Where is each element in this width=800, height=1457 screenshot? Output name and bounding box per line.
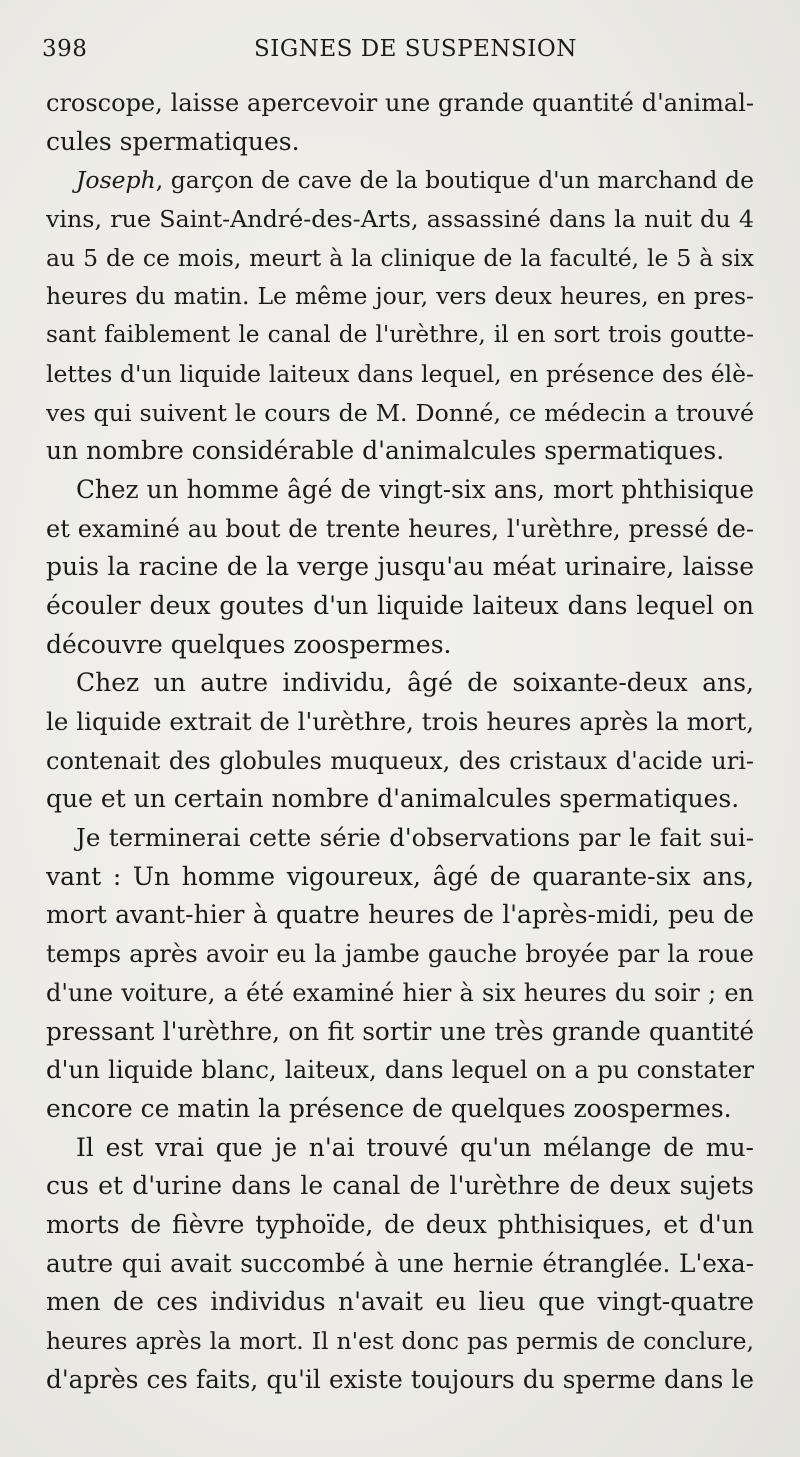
text-line: temps après avoir eu la jambe gauche broyée par la roue [46, 939, 754, 969]
text-line: ves qui suivent le cours de M. Donné, ce médecin a trouvé [46, 398, 754, 427]
text-line: sant faiblement le canal de l'urèthre, il en sort trois goutte- [46, 321, 754, 349]
text-line: encore ce matin la présence de quelques zoospermes. [46, 1093, 732, 1123]
text-line: découvre quelques zoospermes. [46, 629, 452, 659]
text-line: cules spermatiques. [46, 126, 300, 156]
text-line: au 5 de ce mois, meurt à la clinique de la faculté, le 5 à six [46, 243, 754, 272]
text-line: mort avant-hier à quatre heures de l'après-midi, peu de [46, 900, 754, 930]
text-line: cus et d'urine dans le canal de l'urèthre de deux sujets [46, 1171, 754, 1201]
body-text [46, 84, 754, 1399]
text-line: men de ces individus n'avait eu lieu que vingt-quatre [46, 1287, 754, 1317]
text-line: heures du matin. Le même jour, vers deux heures, en pres- [46, 282, 754, 311]
text-line: pressant l'urèthre, on fit sortir une très grande quantité [46, 1016, 754, 1046]
text-line: un nombre considérable d'animalcules spermatiques. [46, 436, 725, 466]
text-line: le liquide extrait de l'urèthre, trois heures après la mort, [46, 707, 754, 736]
text-line: contenait des globules muqueux, des cristaux d'acide uri- [46, 746, 754, 775]
text-line: et examiné au bout de trente heures, l'urèthre, pressé de- [46, 514, 754, 543]
text-line: croscope, laisse apercevoir une grande quantité d'animal- [46, 89, 754, 117]
text-line: que et un certain nombre d'animalcules spermatiques. [46, 784, 740, 814]
text-line [46, 161, 754, 200]
running-title: SIGNES DE SUSPENSION [254, 36, 577, 62]
text-line: lettes d'un liquide laiteux dans lequel, en présence des élè- [46, 359, 754, 388]
text-line: Il est vrai que je n'ai trouvé qu'un mélange de mu- [76, 1132, 754, 1162]
text-line: écouler deux goutes d'un liquide laiteux dans lequel on [46, 590, 754, 620]
text-line: Je terminerai cette série d'observations par le fait sui- [76, 823, 754, 853]
text-line: Chez un homme âgé de vingt-six ans, mort phthisique [76, 474, 754, 504]
text-line: vant : Un homme vigoureux, âgé de quarante-six ans, [46, 861, 754, 891]
text-line: vins, rue Saint-André-des-Arts, assassiné dans la nuit du 4 [46, 205, 754, 234]
text-line: autre qui avait succombé à une hernie étranglée. L'exa- [46, 1248, 754, 1278]
text-line: d'une voiture, a été examiné hier à six heures du soir ; en [46, 978, 754, 1007]
text-line: d'après ces faits, qu'il existe toujours du sperme dans le [46, 1364, 754, 1394]
text-line: puis la racine de la verge jusqu'au méat urinaire, laisse [46, 552, 754, 582]
text-line: heures après la mort. Il n'est donc pas permis de conclure, [46, 1327, 754, 1355]
page-header [40, 36, 760, 76]
text-line: morts de fièvre typhoïde, de deux phthisiques, et d'un [46, 1209, 754, 1239]
person-name: Joseph [76, 166, 156, 195]
text-line: d'un liquide blanc, laiteux, dans lequel on a pu constater [46, 1055, 754, 1085]
page-number: 398 [42, 36, 88, 62]
text-span: , garçon de cave de la boutique d'un marchand de [155, 166, 754, 195]
text-line: Chez un autre individu, âgé de soixante-deux ans, [76, 668, 754, 698]
